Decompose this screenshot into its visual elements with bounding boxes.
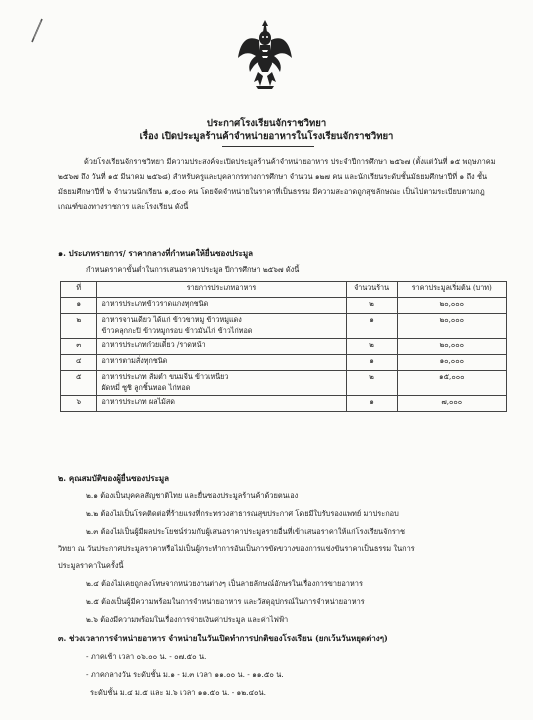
table-row (61, 339, 507, 355)
row-number: ๖ (61, 396, 97, 412)
garuda-emblem-icon (236, 18, 294, 90)
table-row (61, 314, 507, 339)
row-start-price: ๒๐,๐๐๐ (397, 339, 506, 355)
title-divider (222, 146, 314, 147)
row-number: ๒ (61, 314, 97, 339)
qualification-item-continued: ประมูลราคาในครั้งนี้ (58, 561, 124, 570)
schedule-item: - ภาคเช้า เวลา ๐๖.๐๐ น. - ๐๗.๕๐ น. (86, 652, 207, 661)
row-shop-count: ๒ (346, 298, 397, 314)
food-types-table (60, 281, 507, 412)
schedule-item: ระดับชั้น ม.๔ ม.๕ และ ม.๖ เวลา ๑๑.๕๐ น. - ๑๒.๔๐น. (90, 688, 266, 697)
header-qty: จำนวนร้าน (346, 282, 397, 298)
row-number: ๓ (61, 339, 97, 355)
row-shop-count: ๑ (346, 396, 397, 412)
qualification-item: ๒.๒ ต้องไม่เป็นโรคติดต่อที่ร้ายแรงที่กระทรวงสาธารณสุขประกาศ โดยมีใบรับรองแพทย์ มาประกอบ (86, 509, 399, 518)
section1-subtext: กำหนดราคาขั้นต่ำในการเสนอราคาประมูล ปีการศึกษา ๒๕๖๗ ดังนี้ (86, 265, 300, 274)
qualification-item: ๒.๖ ต้องมีความพร้อมในเรื่องการจ่ายเงินค่าประมูล และค่าไฟฟ้า (86, 615, 289, 624)
row-description (97, 355, 346, 371)
row-shop-count: ๒ (346, 339, 397, 355)
row-shop-count: ๑ (346, 355, 397, 371)
row-start-price: ๒๐,๐๐๐ (397, 298, 506, 314)
table-row (61, 396, 507, 412)
row-description-line: อาหารตามสั่งทุกชนิด (101, 356, 168, 365)
row-description-line: ผัดหมี่ ซูชิ ลูกชิ้นทอด ไก่ทอด (101, 383, 191, 392)
table-row (61, 355, 507, 371)
row-description-line: อาหารประเภท ผลไม้สด (101, 397, 175, 406)
section3-heading: ๓. ช่วงเวลาการจำหน่ายอาหาร จำหน่ายในวันเปิดทำการปกติของโรงเรียน (ยกเว้นวันหยุดต่างๆ) (58, 633, 388, 643)
row-start-price: ๗,๐๐๐ (397, 396, 506, 412)
qualification-item: ๒.๓ ต้องไม่เป็นผู้มีผลประโยชน์ร่วมกับผู้เสนอราคาประมูลรายอื่นที่เข้าเสนอราคาให้แก่โรงเรียนจักราช (86, 527, 406, 536)
row-description-line: อาหารประเภทข้าวราดแกงทุกชนิด (101, 299, 209, 308)
row-number: ๑ (61, 298, 97, 314)
row-description-line: อาหารจานเดียว ได้แก่ ข้าวขาหมู ข้าวหมูแดง (101, 315, 242, 324)
row-description (97, 298, 346, 314)
row-description-line: อาหารประเภทก๋วยเตี๋ยว /ราดหน้า (101, 340, 206, 349)
qualification-item-continued: วิทยา ณ วันประกาศประมูลราคาหรือไม่เป็นผู้กระทำการอันเป็นการขัดขวางของการแข่งขันราคาเป็นธรรม ในการ (58, 544, 415, 553)
pen-scribble-mark (30, 18, 44, 44)
row-description (97, 371, 346, 396)
intro-paragraph: ด้วยโรงเรียนจักราชวิทยา มีความประสงค์จะเปิดประมูลร้านค้าจำหน่ายอาหาร ประจำปีการศึกษา ๒๕๖๗ (ตั้งแต่วันที่ ๑๕ พฤษภาคม ๒๕๖๗ ถึง วันที่ ๑๕ มีนาคม ๒๕๖๘) สำหรับครูและบุคลากรทางการศึกษา จำนวน ๑๒๗ คน และนักเรียนระดับชั้นมัธยมศึกษาปีที่ ๑ ถึง ชั้นมัธยมศึกษาปีที่ ๖ จำนวนนักเรียน ๑,๕๐๐ คน โดยจัดจำหน่ายในราคาที่เป็นธรรม มีความสะอาดถูกสุขลักษณะ เป็นไปตามระเบียบตามกฎเกณฑ์ของทางราชการ และโรงเรียน ดังนี้ (58, 157, 496, 211)
table-row (61, 371, 507, 396)
schedule-item: - ภาคกลางวัน ระดับชั้น ม.๑ - ม.๓ เวลา ๑๑.๐๐ น. - ๑๑.๕๐ น. (86, 670, 284, 679)
table-row (61, 298, 507, 314)
row-number: ๔ (61, 355, 97, 371)
row-description (97, 339, 346, 355)
row-number: ๕ (61, 371, 97, 396)
table-header-row (61, 282, 507, 298)
announcement-title: ประกาศโรงเรียนจักราชวิทยา (206, 118, 327, 129)
row-start-price: ๑๕,๐๐๐ (397, 371, 506, 396)
row-shop-count: ๑ (346, 314, 397, 339)
qualification-item: ๒.๕ ต้องเป็นผู้มีความพร้อมในการจำหน่ายอาหาร และวัสดุอุปกรณ์ในการจำหน่ายอาหาร (86, 597, 365, 606)
row-description (97, 396, 346, 412)
header-no: ที่ (61, 282, 97, 298)
qualification-item: ๒.๑ ต้องเป็นบุคคลสัญชาติไทย และยื่นซองประมูลร้านค้าด้วยตนเอง (86, 491, 299, 500)
announcement-subject: เรื่อง เปิดประมูลร้านค้าจำหน่ายอาหารในโรงเรียนจักราชวิทยา (139, 131, 394, 142)
row-description-line: ข้าวคลุกกะปิ ข้าวหมูกรอบ ข้าวมันไก่ ข้าวไก่ทอด (101, 326, 253, 335)
row-shop-count: ๒ (346, 371, 397, 396)
row-description (97, 314, 346, 339)
section2-heading: ๒. คุณสมบัติของผู้ยื่นซองประมูล (58, 473, 170, 483)
row-description-line: อาหารประเภท ส้มตำ ขนมจีน ข้าวเหนียว (101, 372, 229, 381)
row-start-price: ๑๐,๐๐๐ (397, 355, 506, 371)
header-desc: รายการประเภทอาหาร (97, 282, 346, 298)
header-price: ราคาประมูลเริ่มต้น (บาท) (397, 282, 506, 298)
qualification-item: ๒.๔ ต้องไม่เคยถูกลงโทษจากหน่วยงานต่างๆ เป็นลายลักษณ์อักษรในเรื่องการขายอาหาร (86, 579, 363, 588)
section1-heading: ๑. ประเภทรายการ/ ราคากลางที่กำหนดให้ยื่นซองประมูล (58, 248, 254, 258)
row-start-price: ๒๐,๐๐๐ (397, 314, 506, 339)
